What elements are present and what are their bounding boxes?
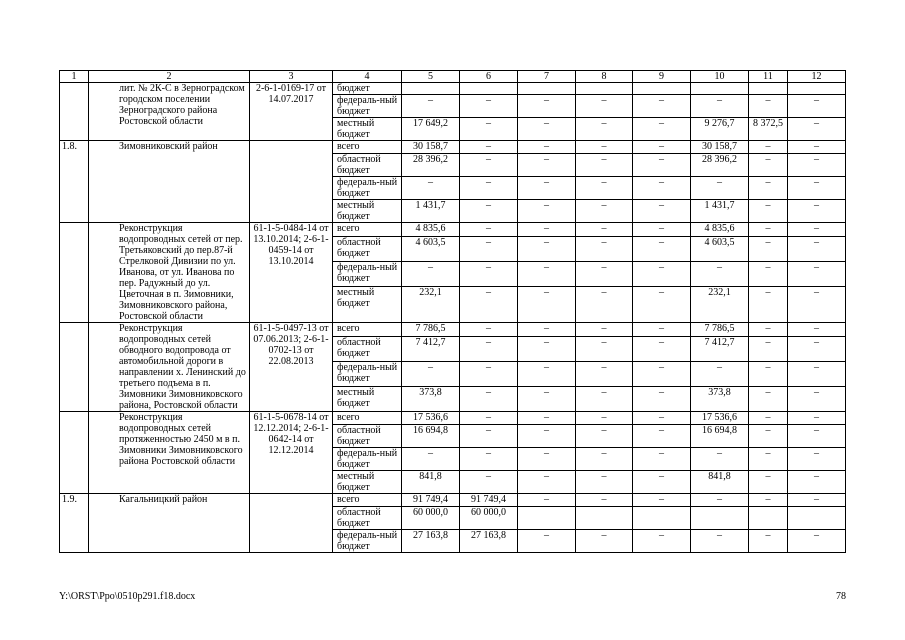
amount-cell: – [788,387,846,412]
amount-cell: – [749,362,788,387]
amount-cell: 4 835,6 [691,223,749,237]
amount-cell: – [518,425,576,448]
amount-cell: 4 603,5 [691,237,749,262]
amount-cell: – [460,337,518,362]
amount-cell [576,507,633,530]
amount-cell: – [518,494,576,507]
amount-cell: – [788,448,846,471]
amount-cell: – [788,323,846,337]
amount-cell: – [460,223,518,237]
amount-cell: – [633,425,691,448]
amount-cell: – [749,141,788,154]
amount-cell: – [460,287,518,323]
item-number-cell: 1.8. [60,141,89,223]
amount-cell: – [576,237,633,262]
item-number-cell [60,412,89,494]
amount-cell: – [788,337,846,362]
amount-cell: – [576,287,633,323]
amount-cell: – [633,287,691,323]
amount-cell: – [518,223,576,237]
object-name-cell: лит. № 2К-С в Зерноградском городском поселении Зерноградского района Ростовской области [89,83,250,141]
amount-cell: 30 158,7 [402,141,460,154]
amount-cell: – [691,95,749,118]
object-name-cell: Реконструкция водопроводных сетей протяженностью 2450 м в п. Зимовники Зимовниковского района Ростовской области [89,412,250,494]
amount-cell: – [633,387,691,412]
item-number-cell [60,83,89,141]
item-number-cell [60,223,89,323]
amount-cell: – [518,177,576,200]
amount-cell: – [749,95,788,118]
amount-cell: – [633,494,691,507]
amount-cell: – [460,237,518,262]
amount-cell: – [576,323,633,337]
item-number-cell: 1.9. [60,494,89,553]
amount-cell: – [633,471,691,494]
amount-cell: – [633,118,691,141]
footer-page-number: 78 [836,591,846,602]
amount-cell: – [518,262,576,287]
amount-cell: – [518,323,576,337]
header-cell: 4 [333,71,402,83]
amount-cell: – [633,323,691,337]
amount-cell [788,83,846,95]
amount-cell: – [691,448,749,471]
amount-cell: – [576,448,633,471]
amount-cell: – [460,118,518,141]
funding-source-cell: местный бюджет [333,200,402,223]
amount-cell [633,83,691,95]
funding-source-cell: бюджет [333,83,402,95]
amount-cell: – [633,412,691,425]
amount-cell: – [691,494,749,507]
amount-cell: – [576,223,633,237]
funding-source-cell: областной бюджет [333,425,402,448]
funding-source-cell: областной бюджет [333,337,402,362]
table-row [60,494,846,507]
funding-source-cell: федераль-ный бюджет [333,448,402,471]
document-ref-cell: 61-1-5-0497-13 от 07.06.2013; 2-6-1-0702-13 от 22.08.2013 [250,323,333,412]
amount-cell: – [460,262,518,287]
amount-cell: – [788,141,846,154]
amount-cell: – [460,177,518,200]
amount-cell: 4 603,5 [402,237,460,262]
amount-cell: – [460,200,518,223]
amount-cell: 16 694,8 [402,425,460,448]
amount-cell: – [460,323,518,337]
funding-source-cell: всего [333,412,402,425]
table-row [60,323,846,337]
amount-cell: – [749,223,788,237]
amount-cell: – [576,425,633,448]
amount-cell: 232,1 [402,287,460,323]
table-row [60,141,846,154]
amount-cell: – [576,141,633,154]
amount-cell: – [460,412,518,425]
funding-source-cell: всего [333,323,402,337]
amount-cell: 60 000,0 [460,507,518,530]
amount-cell: – [788,118,846,141]
amount-cell: – [788,425,846,448]
amount-cell: 27 163,8 [460,530,518,553]
amount-cell: – [749,154,788,177]
amount-cell: – [402,177,460,200]
budget-table [59,70,846,553]
amount-cell [402,83,460,95]
amount-cell [460,83,518,95]
amount-cell: – [402,262,460,287]
funding-source-cell: областной бюджет [333,237,402,262]
amount-cell: – [460,95,518,118]
amount-cell: 8 372,5 [749,118,788,141]
object-name-cell: Зимовниковский район [89,141,250,223]
amount-cell: – [749,530,788,553]
table-row [60,223,846,237]
amount-cell: – [460,141,518,154]
amount-cell: 841,8 [691,471,749,494]
amount-cell [633,507,691,530]
document-ref-cell [250,141,333,223]
amount-cell: – [518,387,576,412]
document-ref-cell [250,494,333,553]
amount-cell: – [788,237,846,262]
funding-source-cell: местный бюджет [333,387,402,412]
object-name-cell: Реконструкция водопроводных сетей обводного водопровода от автомобильной дороги в направлении х. Ленинский до третьего подъема в п. Зимовники Зимовниковского района, Ростовской области [89,323,250,412]
amount-cell: 17 536,6 [691,412,749,425]
amount-cell: 232,1 [691,287,749,323]
header-cell: 6 [460,71,518,83]
amount-cell: 373,8 [402,387,460,412]
amount-cell [691,507,749,530]
amount-cell: – [518,141,576,154]
amount-cell: – [518,412,576,425]
amount-cell: – [576,337,633,362]
amount-cell: – [788,177,846,200]
header-cell: 3 [250,71,333,83]
header-cell: 7 [518,71,576,83]
amount-cell: – [749,323,788,337]
amount-cell: – [633,262,691,287]
amount-cell: – [691,262,749,287]
amount-cell: – [518,362,576,387]
amount-cell: – [518,337,576,362]
header-cell: 9 [633,71,691,83]
amount-cell [788,507,846,530]
amount-cell: 28 396,2 [691,154,749,177]
amount-cell: – [749,177,788,200]
amount-cell: – [633,141,691,154]
header-cell: 5 [402,71,460,83]
amount-cell [518,83,576,95]
header-cell: 1 [60,71,89,83]
funding-source-cell: местный бюджет [333,118,402,141]
amount-cell: – [576,494,633,507]
amount-cell: – [518,471,576,494]
amount-cell: – [460,471,518,494]
amount-cell: – [576,177,633,200]
amount-cell: – [788,362,846,387]
header-cell: 8 [576,71,633,83]
document-ref-cell: 2-6-1-0169-17 от 14.07.2017 [250,83,333,141]
amount-cell: – [788,223,846,237]
amount-cell: – [518,237,576,262]
amount-cell: – [576,412,633,425]
amount-cell: – [749,287,788,323]
amount-cell: – [749,471,788,494]
amount-cell: – [518,448,576,471]
item-number-cell [60,323,89,412]
amount-cell: 7 412,7 [402,337,460,362]
amount-cell [518,507,576,530]
amount-cell: 7 412,7 [691,337,749,362]
funding-source-cell: местный бюджет [333,287,402,323]
amount-cell: 30 158,7 [691,141,749,154]
funding-source-cell: федераль-ный бюджет [333,362,402,387]
table-row [60,83,846,95]
amount-cell: 4 835,6 [402,223,460,237]
amount-cell: – [788,200,846,223]
amount-cell: 1 431,7 [402,200,460,223]
amount-cell: – [518,95,576,118]
amount-cell: – [788,95,846,118]
amount-cell: 7 786,5 [691,323,749,337]
amount-cell: – [749,200,788,223]
amount-cell: – [749,237,788,262]
amount-cell: – [633,223,691,237]
funding-source-cell: областной бюджет [333,507,402,530]
amount-cell: – [460,448,518,471]
amount-cell: – [518,530,576,553]
amount-cell: – [518,118,576,141]
funding-source-cell: всего [333,141,402,154]
amount-cell: – [460,362,518,387]
amount-cell: – [749,387,788,412]
amount-cell: – [749,494,788,507]
amount-cell: – [576,118,633,141]
header-cell: 10 [691,71,749,83]
amount-cell: – [633,154,691,177]
amount-cell: – [633,200,691,223]
amount-cell [691,83,749,95]
header-cell: 2 [89,71,250,83]
object-name-cell: Реконструкция водопроводных сетей от пер. Третьяковский до пер.87-й Стрелковой Дивизии по ул. Иванова, от ул. Иванова по пер. Радужный до ул. Цветочная в п. Зимовники, Зимовниковского района, Ростовской области [89,223,250,323]
amount-cell: – [633,95,691,118]
amount-cell: – [518,154,576,177]
table-header-row [60,71,846,83]
amount-cell: 17 536,6 [402,412,460,425]
funding-source-cell: федераль-ный бюджет [333,262,402,287]
object-name-cell: Кагальницкий район [89,494,250,553]
amount-cell: – [691,362,749,387]
amount-cell: – [691,530,749,553]
amount-cell: – [576,471,633,494]
amount-cell: – [749,337,788,362]
amount-cell: 91 749,4 [402,494,460,507]
amount-cell: – [788,494,846,507]
amount-cell: – [460,387,518,412]
header-cell: 11 [749,71,788,83]
amount-cell: – [576,362,633,387]
amount-cell: 373,8 [691,387,749,412]
amount-cell: 28 396,2 [402,154,460,177]
amount-cell: – [749,425,788,448]
funding-source-cell: областной бюджет [333,154,402,177]
amount-cell: 17 649,2 [402,118,460,141]
funding-source-cell: всего [333,223,402,237]
amount-cell: – [633,177,691,200]
amount-cell: 1 431,7 [691,200,749,223]
amount-cell [576,83,633,95]
amount-cell: – [788,287,846,323]
amount-cell [749,83,788,95]
amount-cell: – [576,387,633,412]
amount-cell: – [749,262,788,287]
amount-cell: – [788,412,846,425]
footer-file-path: Y:\ORST\Ppo\0510p291.f18.docx [59,591,196,602]
amount-cell: – [518,287,576,323]
amount-cell: – [576,262,633,287]
funding-source-cell: федераль-ный бюджет [333,95,402,118]
table-row [60,412,846,425]
amount-cell: – [402,448,460,471]
document-ref-cell: 61-1-5-0484-14 от 13.10.2014; 2-6-1-0459-14 от 13.10.2014 [250,223,333,323]
amount-cell: – [576,530,633,553]
amount-cell: – [788,530,846,553]
amount-cell: – [788,471,846,494]
amount-cell: – [576,200,633,223]
amount-cell: – [460,425,518,448]
amount-cell: – [788,262,846,287]
header-cell: 12 [788,71,846,83]
amount-cell: – [460,154,518,177]
amount-cell: – [576,95,633,118]
amount-cell: – [402,95,460,118]
amount-cell: – [633,337,691,362]
amount-cell: 91 749,4 [460,494,518,507]
amount-cell: – [749,448,788,471]
amount-cell: 841,8 [402,471,460,494]
amount-cell: – [633,530,691,553]
amount-cell: – [749,412,788,425]
funding-source-cell: местный бюджет [333,471,402,494]
amount-cell: 16 694,8 [691,425,749,448]
amount-cell: – [402,362,460,387]
document-ref-cell: 61-1-5-0678-14 от 12.12.2014; 2-6-1-0642-14 от 12.12.2014 [250,412,333,494]
amount-cell: – [788,154,846,177]
amount-cell: 7 786,5 [402,323,460,337]
amount-cell [749,507,788,530]
amount-cell: – [633,237,691,262]
amount-cell: – [518,200,576,223]
amount-cell: – [633,448,691,471]
amount-cell: 9 276,7 [691,118,749,141]
amount-cell: – [576,154,633,177]
amount-cell: – [633,362,691,387]
funding-source-cell: федераль-ный бюджет [333,177,402,200]
amount-cell: – [691,177,749,200]
funding-source-cell: федераль-ный бюджет [333,530,402,553]
amount-cell: 60 000,0 [402,507,460,530]
amount-cell: 27 163,8 [402,530,460,553]
funding-source-cell: всего [333,494,402,507]
